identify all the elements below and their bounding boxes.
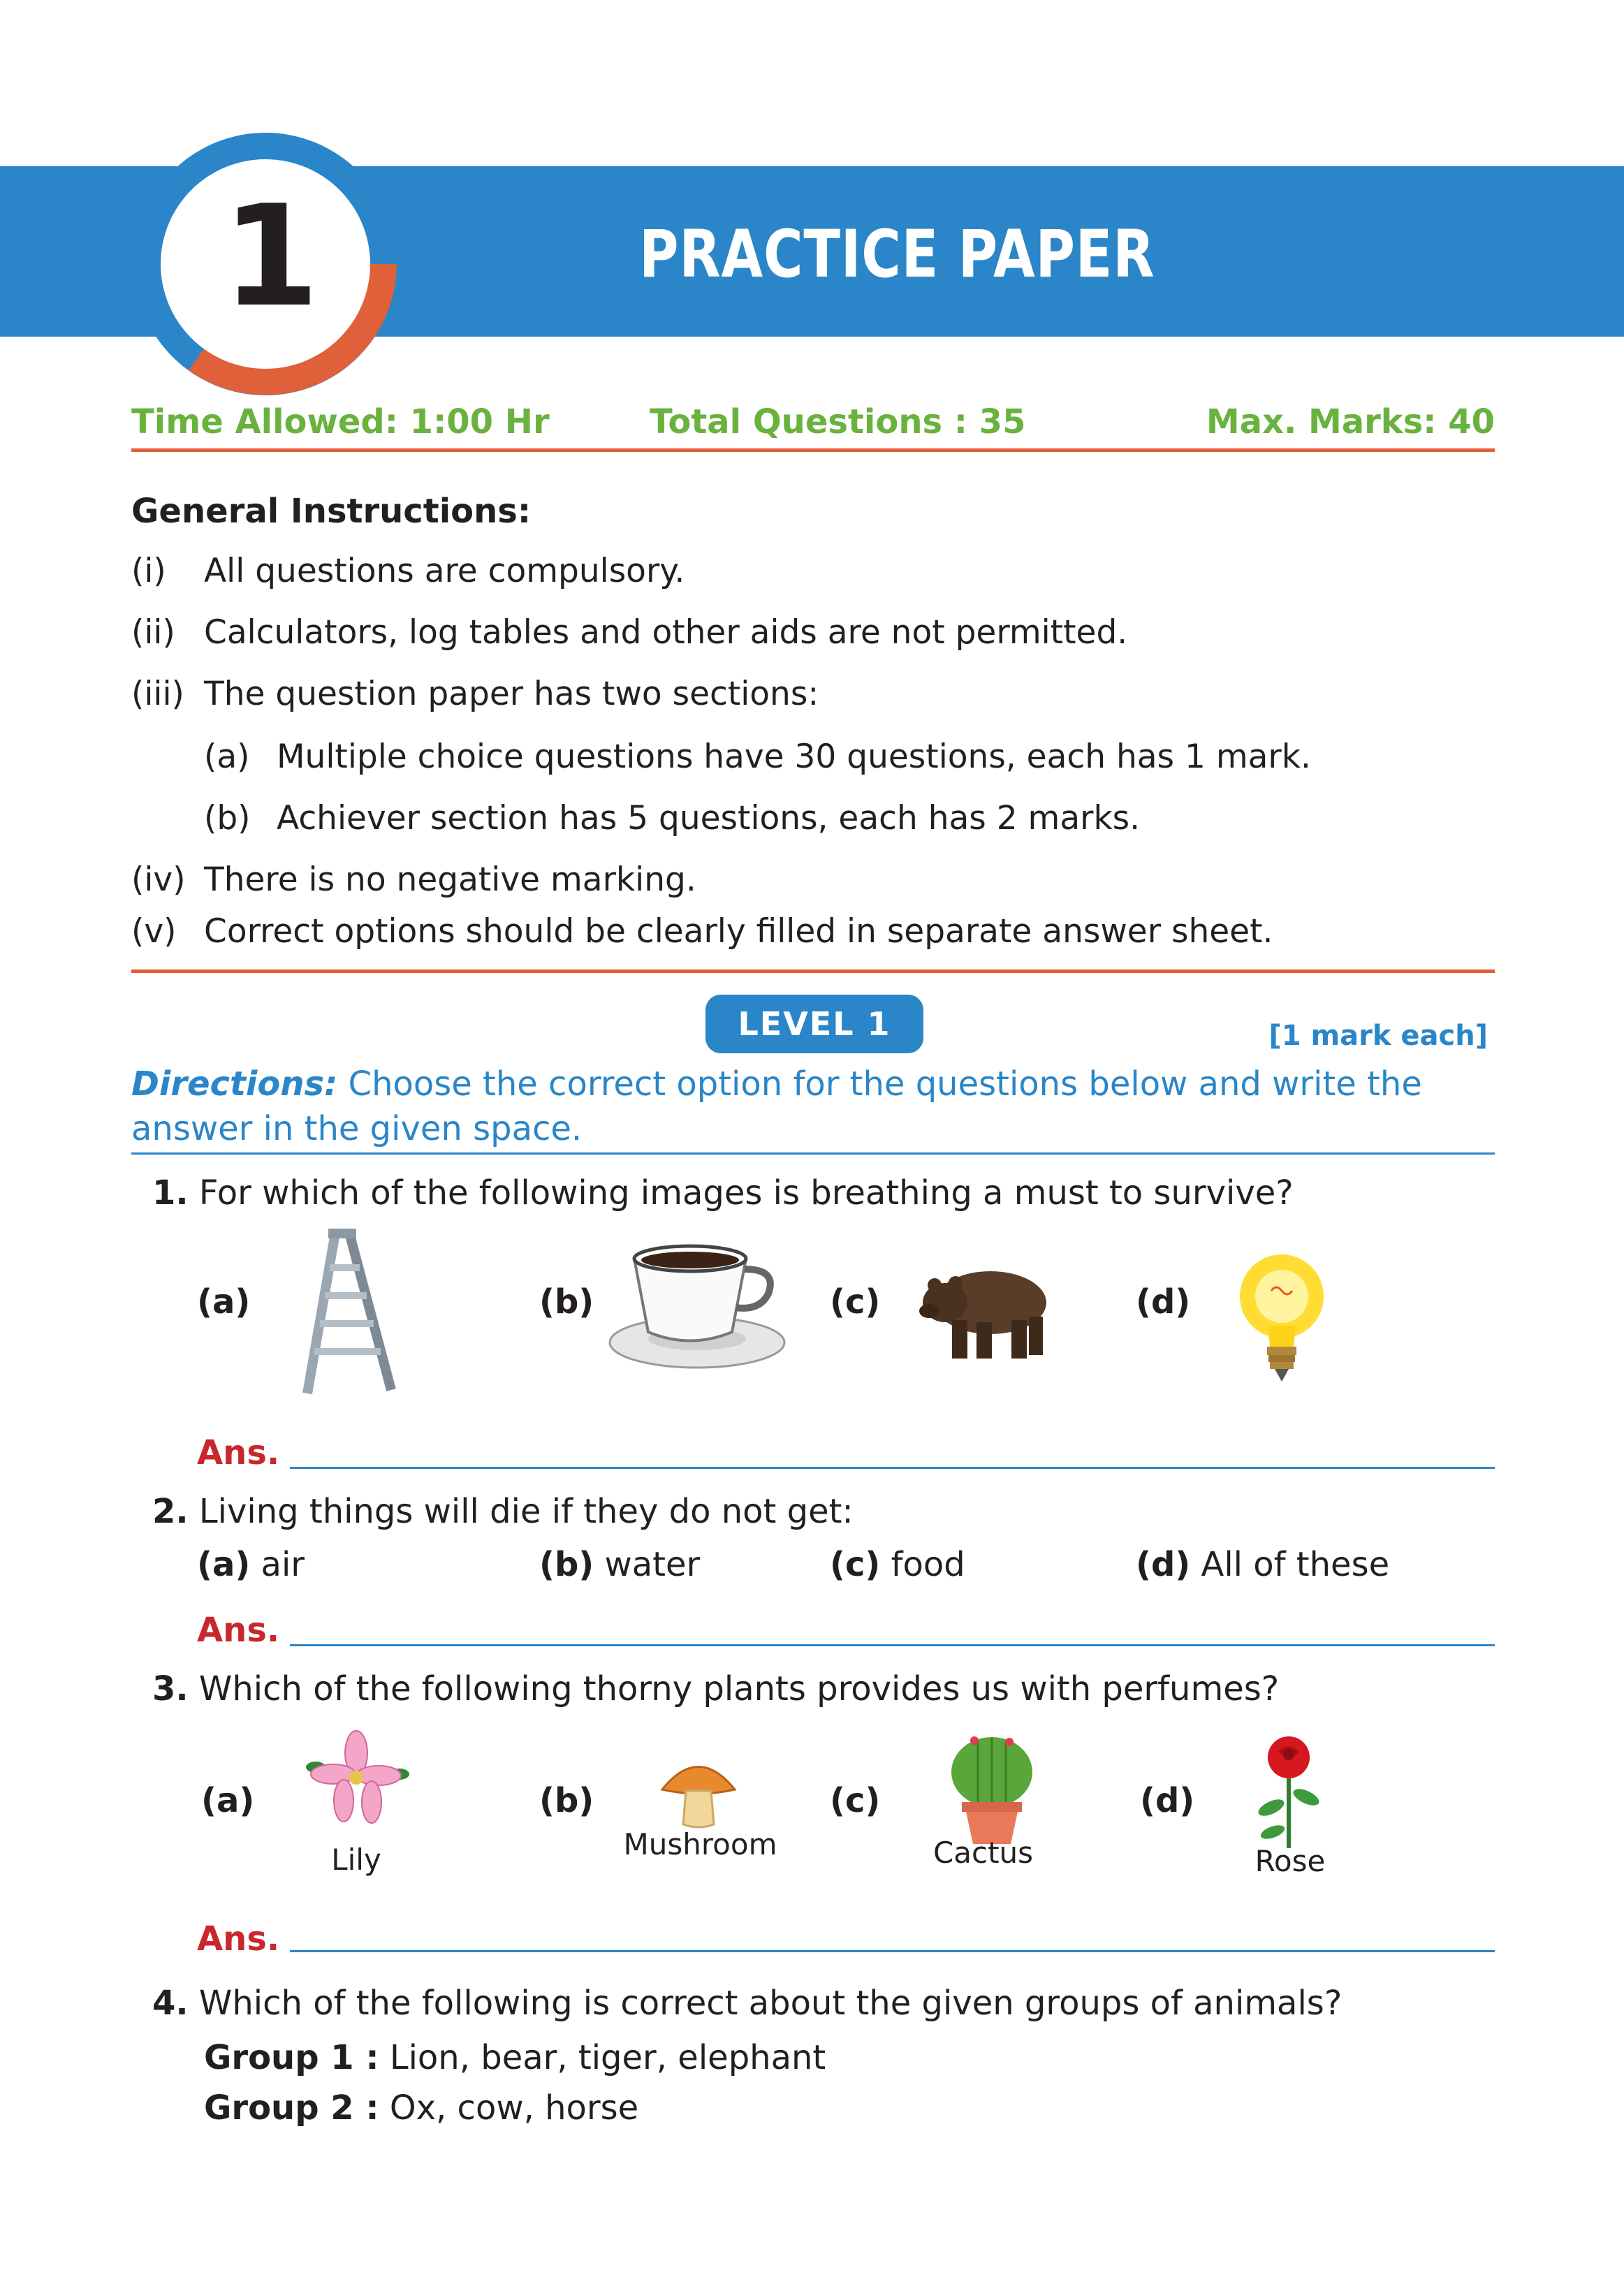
answer-line[interactable]	[290, 1950, 1495, 1952]
instruction-text: There is no negative marking.	[204, 861, 696, 899]
directions-text: Choose the correct option for the questions below and write the answer in the given space.	[131, 1064, 1422, 1148]
instruction-num: (b)	[204, 799, 251, 837]
question-2	[152, 1492, 854, 1531]
option-d	[1136, 1545, 1389, 1584]
question-number: 4.	[152, 1984, 189, 2023]
lily-icon	[302, 1725, 410, 1844]
option-c	[830, 1545, 965, 1584]
instruction-text: Multiple choice questions have 30 questions, each has 1 mark.	[277, 738, 1311, 776]
option-text: water	[604, 1545, 701, 1584]
question-number: 1.	[152, 1173, 189, 1213]
option-label: (d)	[1136, 1282, 1191, 1322]
answer-label: Ans.	[197, 1433, 280, 1472]
option-text: All of these	[1201, 1545, 1390, 1584]
page-title: PRACTICE PAPER	[639, 217, 1155, 293]
rose-icon	[1250, 1731, 1327, 1850]
option-label: (a)	[201, 1781, 255, 1820]
mushroom-icon	[657, 1755, 740, 1831]
cactus-icon	[946, 1734, 1037, 1845]
option-label: (c)	[830, 1545, 881, 1584]
instruction-text: The question paper has two sections:	[204, 675, 819, 713]
option-b	[539, 1545, 700, 1584]
instruction-num: (iii)	[131, 675, 184, 713]
question-text: Which of the following is correct about the given groups of animals?	[198, 1984, 1343, 2023]
question-number: 2.	[152, 1492, 189, 1531]
answer-line[interactable]	[290, 1644, 1495, 1646]
paper-number: 1	[222, 175, 320, 338]
directions	[131, 1062, 1500, 1151]
time-allowed: Time Allowed: 1:00 Hr	[131, 402, 550, 441]
lightbulb-icon	[1236, 1249, 1327, 1389]
marks-note: [1 mark each]	[1268, 1020, 1488, 1052]
option-caption: Rose	[1254, 1844, 1326, 1878]
group-label: Group 1 :	[204, 2038, 379, 2077]
question-3	[152, 1669, 1279, 1708]
instruction-num: (ii)	[131, 613, 175, 652]
max-marks: Max. Marks: 40	[1206, 402, 1495, 441]
question-text: Which of the following thorny plants provides us with perfumes?	[198, 1669, 1280, 1708]
divider	[131, 448, 1495, 452]
level-badge: LEVEL 1	[705, 995, 923, 1053]
directions-label: Directions:	[131, 1064, 338, 1104]
question-4	[152, 1984, 1342, 2023]
ladder-icon	[293, 1226, 405, 1400]
question-number: 3.	[152, 1669, 189, 1708]
instruction-num: (i)	[131, 552, 166, 590]
option-label: (a)	[197, 1545, 251, 1584]
option-label: (d)	[1136, 1545, 1191, 1584]
option-label: (b)	[539, 1545, 594, 1584]
instruction-num: (iv)	[131, 861, 186, 899]
instructions-title: General Instructions:	[131, 492, 532, 531]
divider	[131, 1152, 1495, 1155]
instruction-num: (v)	[131, 912, 177, 951]
answer-line[interactable]	[290, 1467, 1495, 1469]
group-1	[204, 2038, 826, 2077]
group-text: Lion, bear, tiger, elephant	[379, 2038, 826, 2077]
divider	[131, 969, 1495, 973]
answer-label: Ans.	[197, 1919, 280, 1959]
option-label: (a)	[197, 1282, 251, 1322]
option-caption: Mushroom	[623, 1827, 777, 1861]
option-caption: Lily	[331, 1843, 381, 1877]
option-label: (c)	[830, 1282, 881, 1322]
instruction-num: (a)	[204, 738, 250, 776]
group-label: Group 2 :	[204, 2088, 379, 2128]
instruction-text: Calculators, log tables and other aids are not permitted.	[204, 613, 1128, 652]
total-questions: Total Questions : 35	[650, 402, 1026, 441]
teacup-icon	[606, 1238, 788, 1370]
option-label: (b)	[539, 1282, 594, 1322]
instruction-text: All questions are compulsory.	[204, 552, 685, 590]
option-label: (d)	[1140, 1781, 1195, 1820]
question-text: Living things will die if they do not get:	[198, 1492, 854, 1531]
option-text: air	[261, 1545, 305, 1584]
option-text: food	[891, 1545, 965, 1584]
group-2	[204, 2088, 638, 2128]
answer-label: Ans.	[197, 1611, 280, 1650]
instruction-text: Achiever section has 5 questions, each has 2 marks.	[277, 799, 1141, 837]
instruction-text: Correct options should be clearly filled in separate answer sheet.	[204, 912, 1273, 951]
question-1	[152, 1173, 1294, 1213]
question-text: For which of the following images is breathing a must to survive?	[198, 1173, 1294, 1213]
option-caption: Cactus	[932, 1836, 1034, 1870]
group-text: Ox, cow, horse	[379, 2088, 639, 2128]
option-a	[197, 1545, 305, 1584]
option-label: (b)	[539, 1781, 594, 1820]
option-label: (c)	[830, 1781, 881, 1820]
bear-icon	[914, 1254, 1053, 1366]
